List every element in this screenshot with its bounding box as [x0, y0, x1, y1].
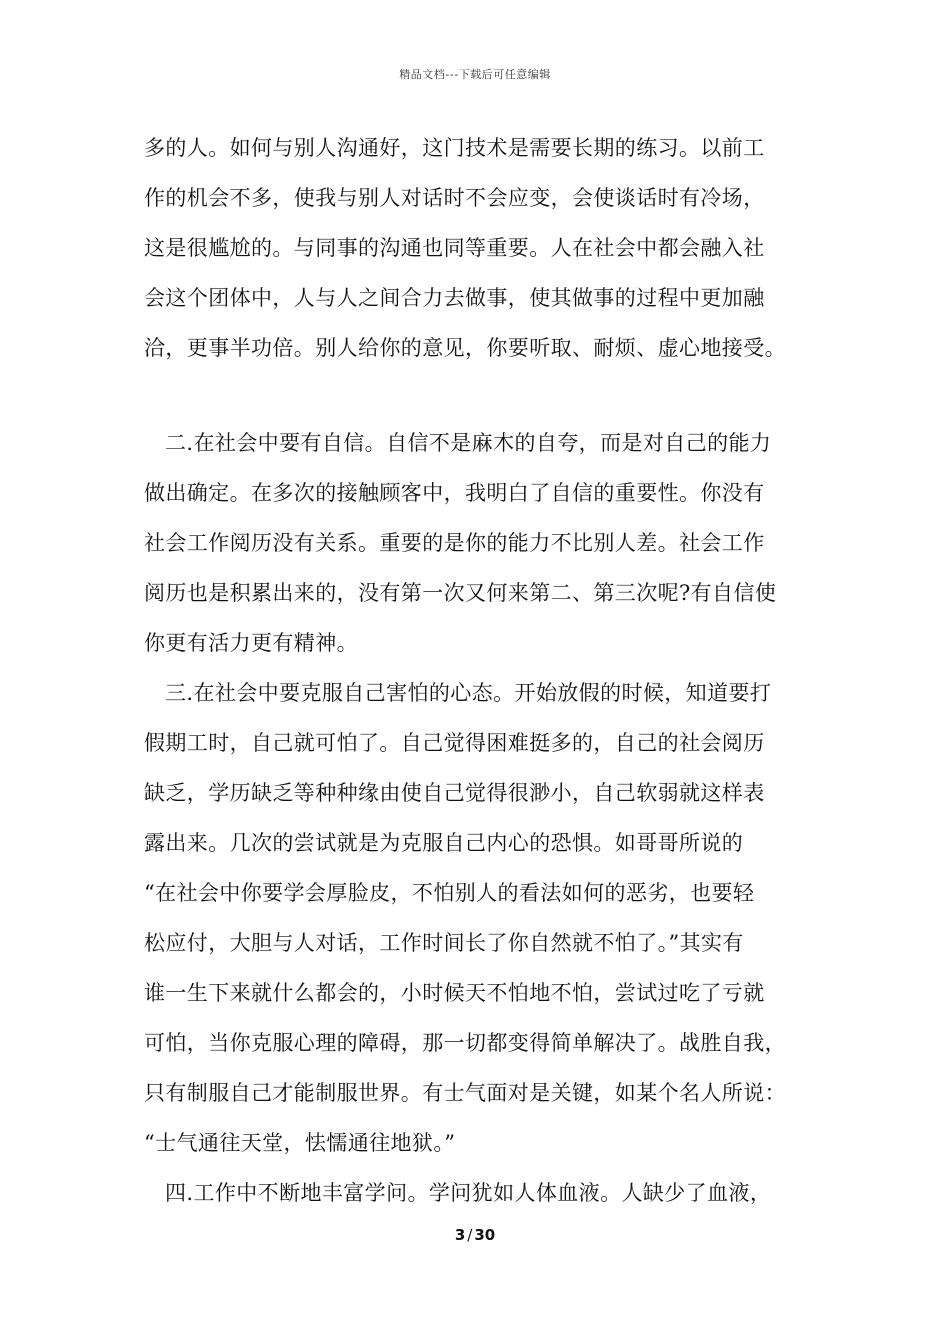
text-line: 社会工作阅历没有关系。重要的是你的能力不比别人差。社会工作	[144, 531, 765, 555]
text-line: 谁一生下来就什么都会的，小时候天不怕地不怕，尝试过吃了亏就	[144, 981, 765, 1005]
text-line: 只有制服自己才能制服世界。有士气面对是关键，如某个名人所说：	[144, 1081, 786, 1105]
text-line: “在社会中你要学会厚脸皮，不怕别人的看法如何的恶劣，也要轻	[144, 881, 755, 905]
total-pages-number: 30	[474, 1226, 496, 1244]
paragraph	[144, 425, 824, 675]
text-line: 做出确定。在多次的接触顾客中，我明白了自信的重要性。你没有	[144, 481, 765, 505]
text-line: “士气通往天堂，怯懦通往地狱。”	[144, 1131, 456, 1155]
current-page-number: 3	[454, 1226, 466, 1244]
text-line: 可怕，当你克服心理的障碍，那一切都变得简单解决了。战胜自我，	[144, 1031, 786, 1055]
paragraph	[144, 130, 824, 380]
paragraph	[144, 1175, 824, 1225]
text-line: 假期工时，自己就可怕了。自己觉得困难挺多的，自己的社会阅历	[144, 731, 765, 755]
text-line: 二.在社会中要有自信。自信不是麻木的自夸，而是对自己的能力	[165, 431, 772, 455]
document-body	[144, 130, 824, 1225]
text-line: 四.工作中不断地丰富学问。学问犹如人体血液。人缺少了血液，	[165, 1181, 772, 1205]
text-line: 作的机会不多，使我与别人对话时不会应变，会使谈话时有冷场，	[144, 186, 765, 210]
text-line: 三.在社会中要克服自己害怕的心态。开始放假的时候，知道要打	[165, 681, 772, 705]
text-line: 阅历也是积累出来的，没有第一次又何来第二、第三次呢?有自信使	[144, 581, 777, 605]
paragraph-gap	[144, 380, 824, 425]
page-header: 精品文档---下载后可任意编辑	[399, 68, 551, 81]
text-line: 洽，更事半功倍。别人给你的意见，你要听取、耐烦、虚心地接受。	[144, 336, 786, 360]
text-line: 松应付，大胆与人对话，工作时间长了你自然就不怕了。”其实有	[144, 931, 744, 955]
page-separator: /	[467, 1226, 473, 1244]
text-line: 会这个团体中，人与人之间合力去做事，使其做事的过程中更加融	[144, 286, 765, 310]
text-line: 这是很尴尬的。与同事的沟通也同等重要。人在社会中都会融入社	[144, 236, 765, 260]
page-number	[0, 1226, 950, 1244]
text-line: 多的人。如何与别人沟通好，这门技术是需要长期的练习。以前工	[144, 136, 765, 160]
text-line: 露出来。几次的尝试就是为克服自己内心的恐惧。如哥哥所说的	[144, 831, 744, 855]
text-line: 缺乏，学历缺乏等种种缘由使自己觉得很渺小，自己软弱就这样表	[144, 781, 765, 805]
text-line: 你更有活力更有精神。	[144, 631, 358, 655]
paragraph	[144, 675, 824, 1175]
